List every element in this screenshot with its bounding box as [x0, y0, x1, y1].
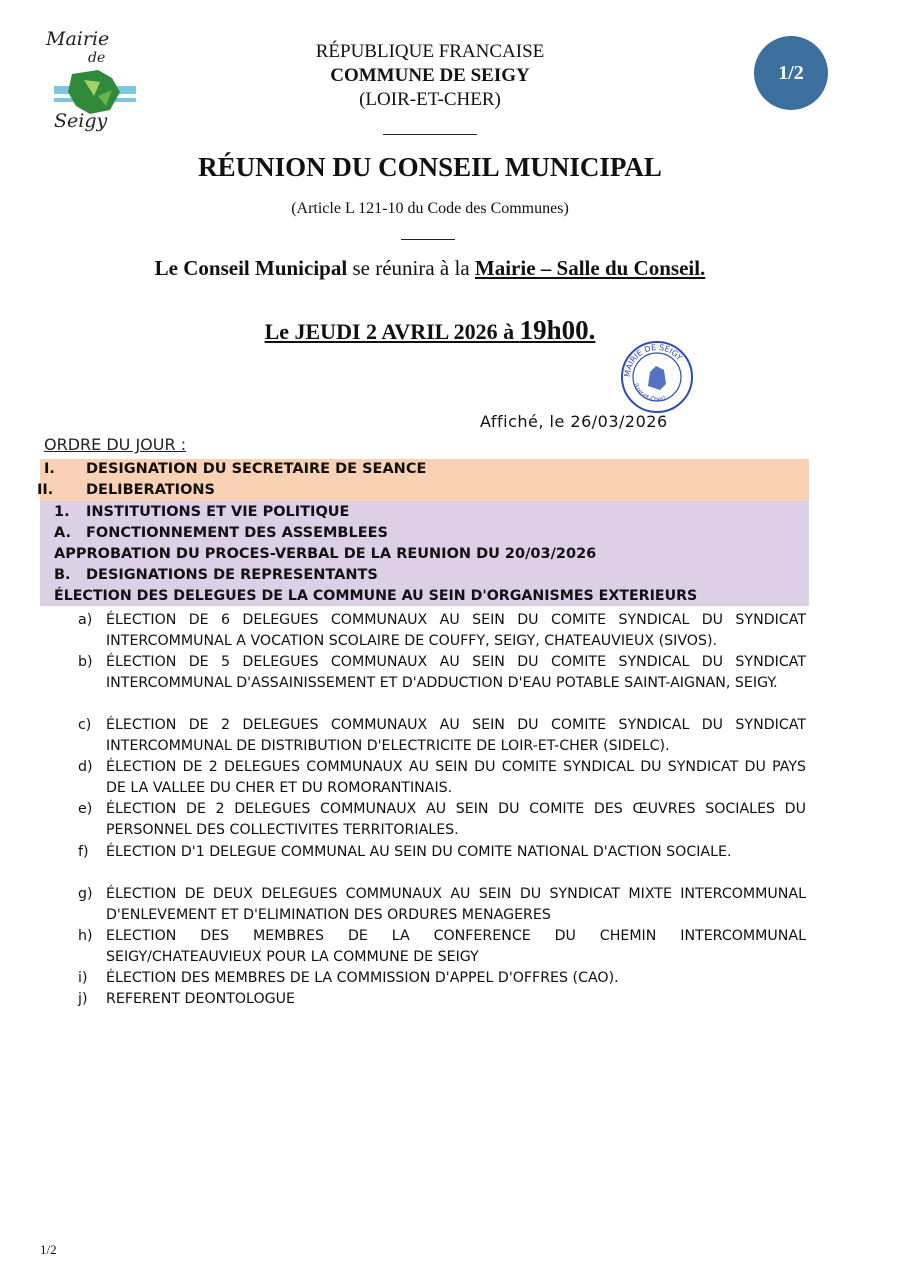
agenda-item: A. FONCTIONNEMENT DES ASSEMBLEES [54, 525, 388, 541]
list-item: d) ÉLECTION DE 2 DELEGUES COMMUNAUX AU SEIN DU COMITE SYNDICAL DU SYNDICAT DU PAYS DE LA VALLEE DU CHER ET DU ROMORANTINAIS. [78, 759, 806, 796]
mairie-logo [40, 26, 155, 138]
logo-text-seigy: Seigy [54, 110, 108, 132]
posted-date: Affiché, le 26/03/2026 [480, 412, 668, 431]
page-subtitle: (Article L 121-10 du Code des Communes) [291, 200, 569, 217]
meeting-location [60, 256, 800, 281]
header-commune: COMMUNE DE SEIGY [330, 65, 530, 86]
logo-emblem-icon [54, 70, 136, 114]
meeting-day: Le JEUDI 2 AVRIL 2026 à [264, 319, 520, 344]
header-republic: RÉPUBLIQUE FRANCAISE [315, 41, 545, 62]
header-department: (LOIR-ET-CHER) [359, 89, 501, 110]
list-item: h) ELECTION DES MEMBRES DE LA CONFERENCE DU CHEMIN INTERCOMMUNAL SEIGY/CHATEAUVIEUX POUR LA COMMUNE DE SEIGY [78, 928, 806, 965]
list-item: c) ÉLECTION DE 2 DELEGUES COMMUNAUX AU SEIN DU COMITE SYNDICAL DU SYNDICAT INTERCOMMUNAL DE DISTRIBUTION D'ELECTRICITE DE LOIR-ET-CHER (SIDELC). [78, 717, 806, 754]
list-item: j) REFERENT DEONTOLOGUE [78, 991, 295, 1007]
page-title: RÉUNION DU CONSEIL MUNICIPAL [198, 152, 662, 182]
meeting-time: 19h00. [519, 315, 596, 345]
stamp-text-bottom: (Loir-et-Cher) [632, 382, 667, 404]
agenda-item: 1. INSTITUTIONS ET VIE POLITIQUE [54, 504, 350, 520]
list-item: e) ÉLECTION DE 2 DELEGUES COMMUNAUX AU SEIN DU COMITE DES ŒUVRES SOCIALES DU PERSONNEL DES COLLECTIVITES TERRITORIALES. [78, 801, 806, 838]
agenda-item: I. DESIGNATION DU SECRETAIRE DE SEANCE [44, 461, 427, 477]
subtitle-divider [401, 239, 455, 240]
list-item: f) ÉLECTION D'1 DELEGUE COMMUNAL AU SEIN DU COMITE NATIONAL D'ACTION SOCIALE. [78, 844, 732, 860]
agenda-item: ÉLECTION DES DELEGUES DE LA COMMUNE AU SEIN D'ORGANISMES EXTERIEURS [54, 588, 698, 604]
agenda-item: II. DELIBERATIONS [37, 482, 215, 498]
mairie-stamp-icon [620, 340, 694, 414]
meeting-subject: Le Conseil Municipal [154, 256, 348, 280]
meeting-place: Mairie – Salle du Conseil. [474, 256, 706, 280]
page-badge: 1/2 [754, 36, 828, 110]
list-item: b) ÉLECTION DE 5 DELEGUES COMMUNAUX AU SEIN DU COMITE SYNDICAL DU SYNDICAT INTERCOMMUNAL D'ASSAINISSEMENT ET D'ADDUCTION D'EAU POTABLE SAINT-AIGNAN, SEIGY. [78, 654, 806, 691]
agenda-item: B. DESIGNATIONS DE REPRESENTANTS [54, 567, 378, 583]
agenda-heading: ORDRE DU JOUR : [44, 435, 187, 454]
agenda-item: APPROBATION DU PROCES-VERBAL DE LA REUNION DU 20/03/2026 [54, 546, 597, 562]
list-item: i) ÉLECTION DES MEMBRES DE LA COMMISSION D'APPEL D'OFFRES (CAO). [78, 970, 619, 986]
header-divider [383, 134, 477, 135]
stamp-text-top: MAIRIE DE SEIGY [622, 342, 684, 378]
page-footer-number: 1/2 [40, 1242, 57, 1257]
list-item: g) ÉLECTION DE DEUX DELEGUES COMMUNAUX AU SEIN DU SYNDICAT MIXTE INTERCOMMUNAL D'ENLEVEMENT ET D'ELIMINATION DES ORDURES MENAGERES [78, 886, 806, 923]
meeting-verb: se réunira à la [347, 256, 475, 280]
logo-text-mairie: Mairie [46, 28, 110, 50]
logo-text-de: de [88, 50, 106, 66]
republic-header [190, 40, 670, 112]
list-item: a) ÉLECTION DE 6 DELEGUES COMMUNAUX AU SEIN DU COMITE SYNDICAL DU SYNDICAT INTERCOMMUNAL A VOCATION SCOLAIRE DE COUFFY, SEIGY, CHATEAUVIEUX (SIVOS). [78, 612, 806, 649]
